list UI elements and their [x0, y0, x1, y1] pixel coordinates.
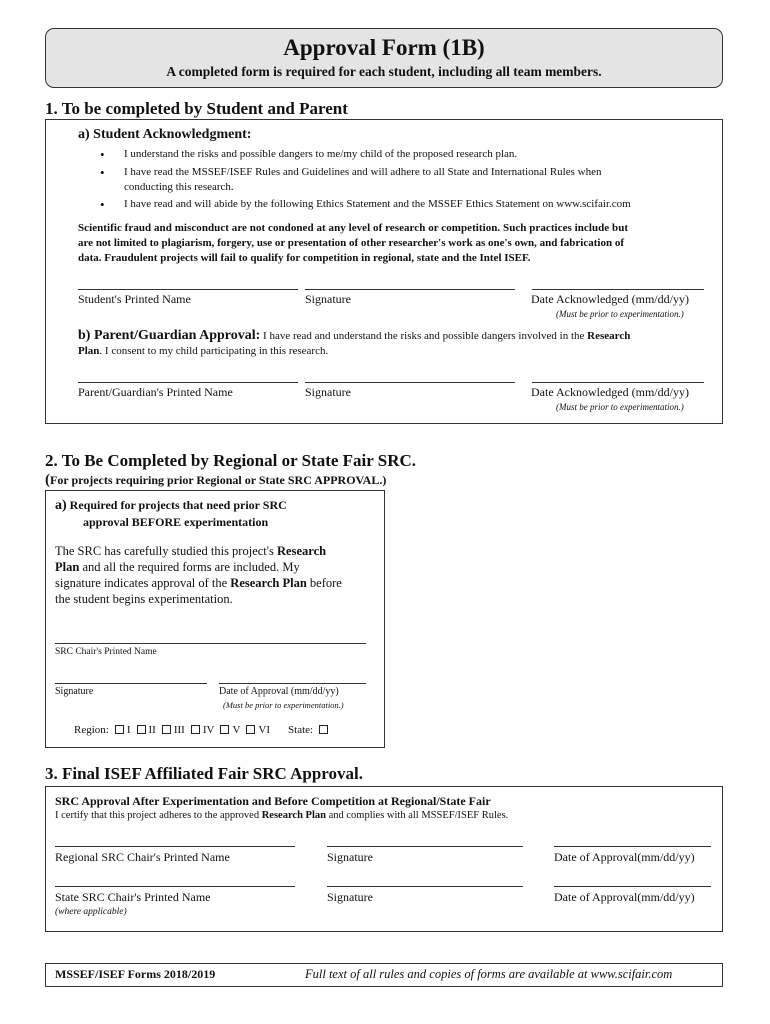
section3-box-title: SRC Approval After Experimentation and Before Competition at Regional/State Fair: [55, 794, 491, 808]
region-v-checkbox[interactable]: [220, 725, 229, 734]
src-chair-name-label: SRC Chair's Printed Name: [55, 647, 157, 657]
src-chair-name-line[interactable]: [55, 643, 366, 644]
regional-date-label: Date of Approval(mm/dd/yy): [554, 850, 695, 864]
student-signature-label: Signature: [305, 292, 351, 306]
section2-subheading: (For projects requiring prior Regional or State SRC APPROVAL.): [45, 472, 387, 488]
region-selector: Region: I II III IV V VI State:: [74, 724, 331, 736]
ethics-line-1: Scientific fraud and misconduct are not condoned at any level of research or competition. Such practices include but: [78, 222, 629, 234]
region-vi-checkbox[interactable]: [246, 725, 255, 734]
form-subtitle: A completed form is required for each student, including all team members.: [166, 64, 602, 79]
parent-date-label: Date Acknowledged (mm/dd/yy): [531, 385, 689, 399]
footer-right: Full text of all rules and copies of forms are available at www.scifair.com: [305, 967, 673, 981]
state-date-line[interactable]: [554, 886, 711, 887]
section2-paragraph: The SRC has carefully studied this project's Research Plan and all the required forms are included. My signature indicates approval of the Research Plan before the student begins experimentation.: [55, 544, 342, 606]
regional-signature-label: Signature: [327, 850, 373, 864]
parent-name-line[interactable]: [78, 382, 298, 383]
student-date-line[interactable]: [532, 289, 704, 290]
bullet-1: • I understand the risks and possible dangers to me/my child of the proposed research plan.: [124, 148, 517, 160]
section3-certify: I certify that this project adheres to the approved Research Plan and complies with all MSSEF/ISEF Rules.: [55, 810, 509, 821]
region-i-checkbox[interactable]: [115, 725, 124, 734]
ethics-line-3: data. Fraudulent projects will fail to qualify for competition in regional, state and the Intel ISEF.: [78, 252, 531, 264]
region-iii-checkbox[interactable]: [162, 725, 171, 734]
region-label: Region:: [74, 724, 109, 736]
student-date-label: Date Acknowledged (mm/dd/yy): [531, 292, 689, 306]
form-title: Approval Form (1B): [283, 35, 485, 60]
section1-heading: 1. To be completed by Student and Parent: [45, 99, 348, 118]
state-checkbox[interactable]: [319, 725, 328, 734]
parent-approval-title: b) Parent/Guardian Approval:: [78, 328, 261, 343]
parent-approval-text: b) Parent/Guardian Approval: I have read and understand the risks and possible dangers involved in the Research Plan. I consent to my child participating in this research.: [78, 328, 631, 357]
regional-name-line[interactable]: [55, 846, 295, 847]
student-name-line[interactable]: [78, 289, 298, 290]
bullet-3: • I have read and will abide by the following Ethics Statement and the MSSEF Ethics Statement on www.scifair.com: [124, 198, 631, 210]
section3-heading: 3. Final ISEF Affiliated Fair SRC Approval.: [45, 764, 364, 783]
state-name-line[interactable]: [55, 886, 295, 887]
bullet-2-cont: conducting this research.: [124, 181, 234, 193]
regional-date-line[interactable]: [554, 846, 711, 847]
src-date-line[interactable]: [219, 683, 366, 684]
src-signature-line[interactable]: [55, 683, 207, 684]
footer-left: MSSEF/ISEF Forms 2018/2019: [55, 967, 216, 981]
parent-name-label: Parent/Guardian's Printed Name: [78, 385, 233, 399]
region-ii-checkbox[interactable]: [137, 725, 146, 734]
student-name-label: Student's Printed Name: [78, 292, 191, 306]
state-signature-line[interactable]: [327, 886, 523, 887]
state-label: State:: [288, 724, 314, 736]
student-signature-line[interactable]: [305, 289, 515, 290]
parent-signature-line[interactable]: [305, 382, 515, 383]
student-date-note: (Must be prior to experimentation.): [556, 309, 684, 319]
src-date-label: Date of Approval (mm/dd/yy): [219, 686, 339, 697]
student-ack-title: a) Student Acknowledgment:: [78, 127, 252, 142]
state-name-label: State SRC Chair's Printed Name: [55, 890, 211, 904]
bullet-2: • I have read the MSSEF/ISEF Rules and Guidelines and will adhere to all State and International Rules when: [124, 166, 601, 178]
parent-date-line[interactable]: [532, 382, 704, 383]
section1-box: [45, 119, 723, 424]
section2-a-title: a) Required for projects that need prior SRC approval BEFORE experimentation: [55, 498, 287, 529]
parent-date-note: (Must be prior to experimentation.): [556, 402, 684, 412]
parent-signature-label: Signature: [305, 385, 351, 399]
form-header: [45, 28, 723, 88]
ethics-line-2: are not limited to plagiarism, forgery, use or presentation of other researcher's work as one's own, and fabrication of: [78, 237, 624, 249]
src-signature-label: Signature: [55, 686, 94, 697]
region-iv-checkbox[interactable]: [191, 725, 200, 734]
state-where-applicable: (where applicable): [55, 907, 127, 917]
regional-signature-line[interactable]: [327, 846, 523, 847]
regional-name-label: Regional SRC Chair's Printed Name: [55, 850, 230, 864]
state-date-label: Date of Approval(mm/dd/yy): [554, 890, 695, 904]
state-signature-label: Signature: [327, 890, 373, 904]
src-date-note: (Must be prior to experimentation.): [223, 700, 344, 710]
section2-heading: 2. To Be Completed by Regional or State Fair SRC.: [45, 451, 417, 470]
